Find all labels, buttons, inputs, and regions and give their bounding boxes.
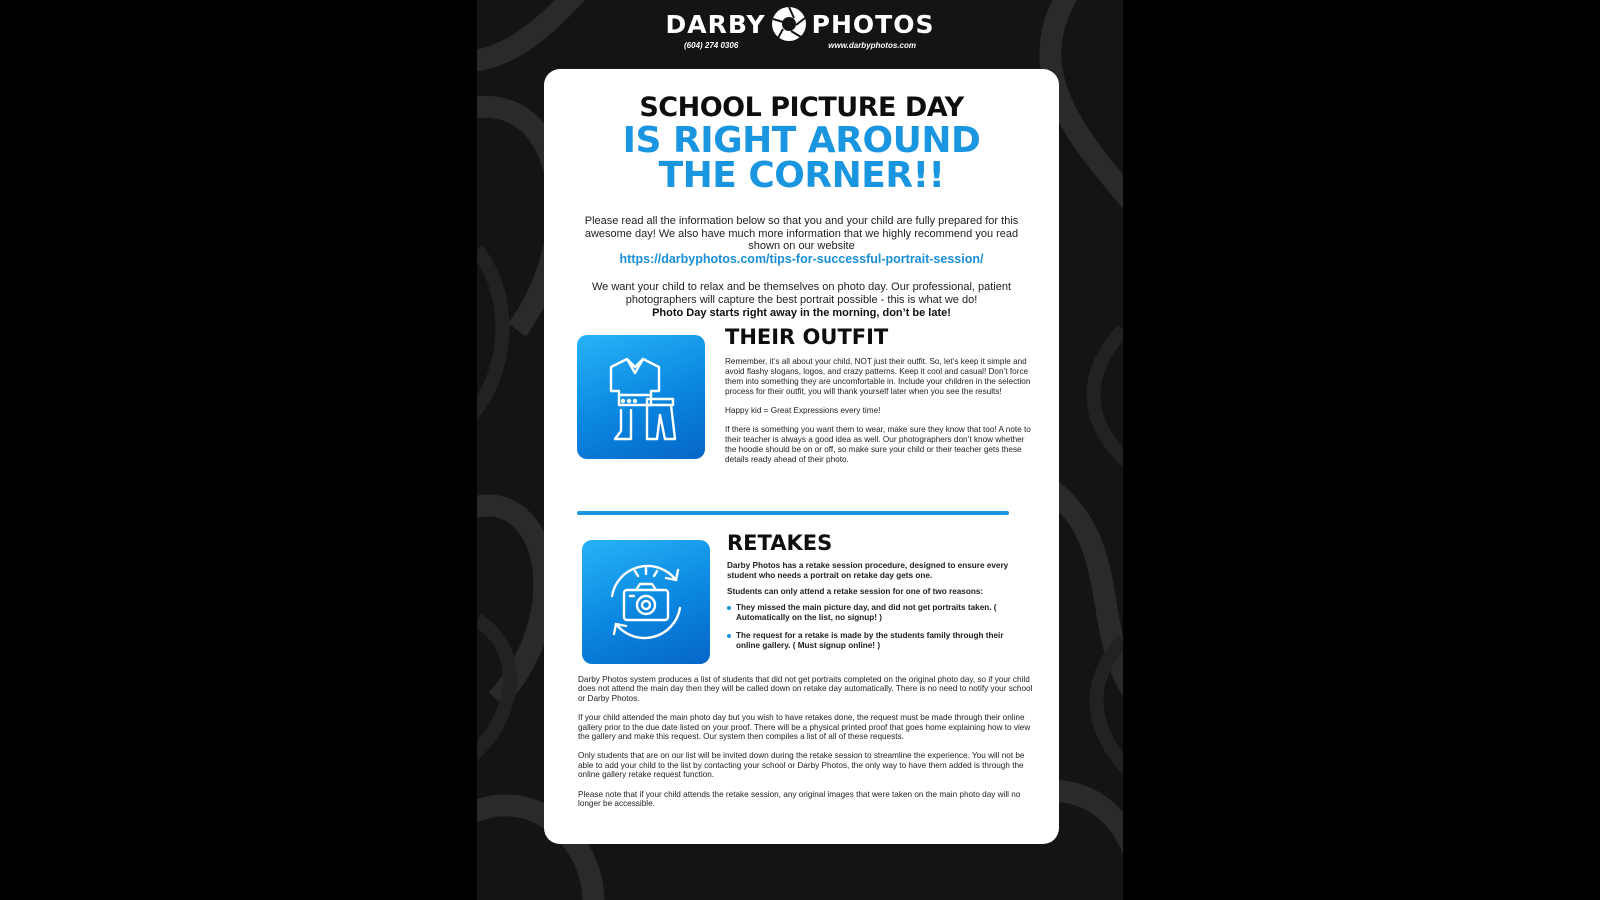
retakes-detail-1: Darby Photos system produces a list of students that did not get portraits completed on the original photo day, so if your child does not attend the main day then they will be called down on retake day automatically. There is no need to notify your school or Darby Photos.: [578, 675, 1033, 703]
outfit-paragraph-3: If there is something you want them to wear, make sure they know that too! A note to their teacher is always a good idea as well. Our photographers don’t know whether the hoodie should be on or off, so make sure your child or their teacher gets these details ready ahead of their photo.: [725, 425, 1031, 464]
tips-link[interactable]: https://darbyphotos.com/tips-for-successful-portrait-session/: [619, 252, 984, 266]
logo-website: www.darbyphotos.com: [828, 41, 916, 50]
outfit-paragraph-1: Remember, it’s all about your child, NOT just their outfit. So, let’s keep it simple and avoid flashy slogans, logos, and crazy patterns. Keep it cool and casual! Don’t force them into something they are uncomfortable in. Include your children in the selection process for their outfit, you will thank yourself later when you see the results!: [725, 357, 1031, 396]
retakes-body: [727, 561, 1017, 659]
retakes-detail-2: If your child attended the main photo day but you wish to have retakes done, the request must be made through their online gallery prior to the due date listed on your proof. There will be a physical printed proof that goes home explaining how to view the gallery and make this request. Our system then compiles a list of all of these requests.: [578, 713, 1031, 742]
outfit-title: THEIR OUTFIT: [725, 325, 889, 349]
darby-photos-logo: [477, 5, 1123, 57]
intro-text: Please read all the information below so that you and your child are fully prepared for this awesome day! We also have much more information that we highly recommend you read shown on our website: [584, 215, 1019, 252]
retakes-details: [578, 675, 1038, 818]
intro-text-2: We want your child to relax and be themselves on photo day. Our professional, patient photographers will capture the best portrait possible - this is what we do!: [591, 281, 1012, 306]
outfit-body: [725, 357, 1037, 474]
camera-retake-icon: [582, 540, 710, 664]
outfit-paragraph-2: Happy kid = Great Expressions every time!: [725, 406, 881, 415]
heading-line2: IS RIGHT AROUND: [622, 120, 981, 161]
intro-paragraph-2: [574, 281, 1029, 320]
logo-brand-right: PHOTOS: [811, 9, 935, 39]
retakes-paragraph-2: Students can only attend a retake session for one of two reasons:: [727, 587, 984, 596]
heading-highlight: [544, 120, 1059, 196]
poster: [477, 0, 1123, 900]
logo-brand-left: DARBY: [665, 9, 766, 39]
retakes-detail-3: Only students that are on our list will be invited down during the retake session to streamline the experience. You will not be able to add your child to the list by contacting your school or Darby Photos, the only way to have them added is through the online gallery retake request function.: [578, 751, 1025, 780]
retakes-reason-2: The request for a retake is made by the students family through their online gallery. ( Must signup online! ): [727, 631, 1017, 651]
info-card: [544, 69, 1059, 844]
logo-phone: (604) 274 0306: [684, 41, 739, 50]
retakes-paragraph-1: Darby Photos has a retake session procedure, designed to ensure every student who needs a portrait on retake day gets one.: [727, 561, 1009, 580]
section-divider: [577, 511, 1009, 515]
clothing-icon: [577, 335, 705, 459]
retakes-reasons-list: [727, 603, 1017, 651]
retakes-detail-4: Please note that if your child attends the retake session, any original images that were taken on the main photo day will no longer be accessible.: [578, 789, 1021, 809]
retakes-reason-1: They missed the main picture day, and did not get portraits taken. ( Automatically on the list, no signup! ): [727, 603, 1017, 623]
intro-emphasis: Photo Day starts right away in the morning, don’t be late!: [652, 307, 951, 319]
heading-line1: SCHOOL PICTURE DAY: [639, 92, 964, 123]
heading-line3: THE CORNER!!: [658, 155, 945, 196]
aperture-icon: [770, 5, 808, 43]
retakes-title: RETAKES: [727, 531, 833, 555]
